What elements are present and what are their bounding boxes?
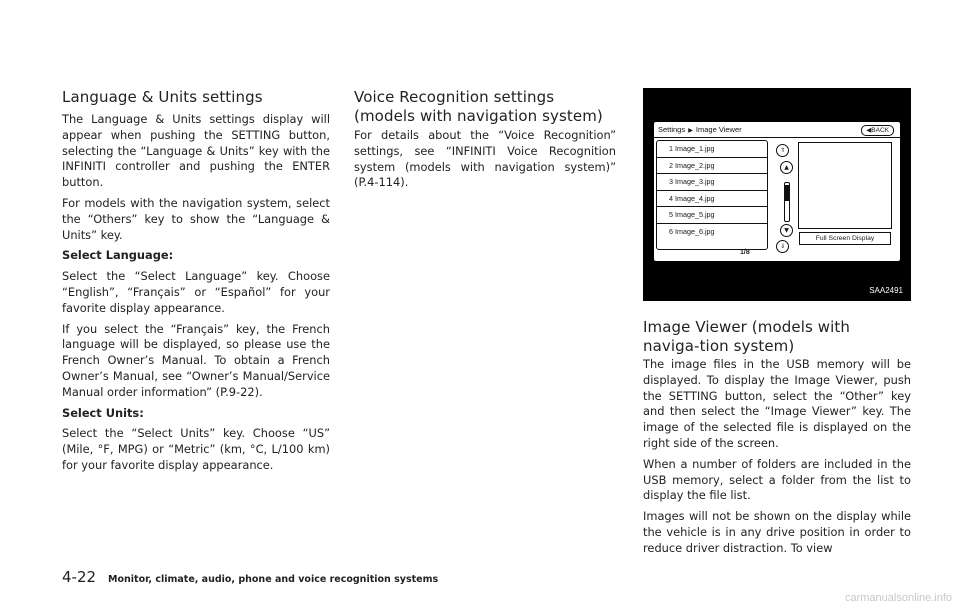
paragraph: Select the “Select Units” key. Choose “US” (Mile, °F, MPG) or “Metric” (km, °C, L/100 km) for your favorite display appearance.	[62, 426, 330, 472]
paragraph: The Language & Units settings display will appear when pushing the SETTING button, selecting the “Language & Units” key with the INFINITI controller and pushing the ENTER button.	[62, 112, 330, 190]
subheading-select-language: Select Language:	[62, 248, 174, 263]
paragraph: The image files in the USB memory will be displayed. To display the Image Viewer, push the SETTING button, select the “Other” key and then select the “Image Viewer” key. The image of the selected file is displayed on the right side of the screen.	[643, 357, 911, 450]
list-item[interactable]: 5 Image_5.jpg	[657, 207, 767, 224]
chapter-title: Monitor, climate, audio, phone and voice recognition systems	[108, 574, 439, 585]
screen-title-settings: Settings	[658, 125, 686, 134]
subheading-select-units: Select Units:	[62, 405, 144, 420]
section-heading: Image Viewer (models with naviga-tion system)	[643, 318, 850, 355]
page-up-icon[interactable]: ⇑	[776, 144, 789, 157]
scrollbar[interactable]	[784, 182, 790, 222]
page-indicator: 1/8	[740, 249, 750, 256]
image-preview	[798, 142, 892, 229]
section-body	[62, 112, 330, 479]
scroll-up-icon[interactable]: ▲	[780, 161, 793, 174]
screen-title	[658, 125, 742, 134]
paragraph: For details about the “Voice Recognition” settings, see “INFINITI Voice Recognition system (models with navigation system)” (P.4-114).	[354, 128, 616, 190]
watermark: carmanualsonline.info	[844, 592, 952, 604]
list-item[interactable]: 3 Image_3.jpg	[657, 174, 767, 191]
paragraph: If you select the “Français” key, the French language will be displayed, so please use the French Owner’s Manual. To obtain a French Owner’s Manual, see “Owner’s Manual/Service Manual order information” (P.9-22).	[62, 321, 330, 399]
list-item[interactable]: 4 Image_4.jpg	[657, 191, 767, 208]
page-footer	[62, 568, 438, 588]
page-number: 4-22	[62, 568, 97, 586]
back-label: BACK	[871, 127, 889, 134]
figure-code: SAA2491	[869, 286, 903, 295]
back-arrow-icon: ◀	[866, 127, 872, 134]
divider	[654, 137, 900, 138]
section-body	[643, 357, 911, 562]
paragraph: When a number of folders are included in the USB memory, select a folder from the list to display the file list.	[643, 456, 911, 503]
section-heading: Voice Recognition settings (models with navigation system)	[354, 88, 603, 125]
image-viewer-figure	[643, 88, 911, 301]
scroll-controls	[770, 144, 794, 252]
list-item[interactable]: 2 Image_2.jpg	[657, 158, 767, 175]
page-down-icon[interactable]: ⇓	[776, 240, 789, 253]
paragraph: For models with the navigation system, select the “Others” key to show the “Language & Units” key.	[62, 195, 330, 242]
list-item[interactable]: 1 Image_1.jpg	[657, 141, 767, 158]
paragraph: Select the “Select Language” key. Choose “English”, “Français” or “Español” for your favorite display appearance.	[62, 269, 330, 315]
file-list	[656, 140, 768, 250]
section-heading: Language & Units settings	[62, 88, 263, 106]
scroll-down-icon[interactable]: ▼	[780, 224, 793, 237]
paragraph: Images will not be shown on the display while the vehicle is in any drive position in order to reduce driver distraction. To view	[643, 509, 911, 555]
list-item[interactable]: 6 Image_6.jpg	[669, 226, 715, 236]
back-button[interactable]	[861, 125, 894, 136]
display-screen	[654, 122, 900, 261]
full-screen-display-button[interactable]: Full Screen Display	[799, 232, 891, 245]
scrollbar-thumb[interactable]	[785, 185, 789, 201]
screen-title-image-viewer: Image Viewer	[695, 125, 742, 134]
breadcrumb-arrow-icon: ▶	[688, 128, 693, 134]
